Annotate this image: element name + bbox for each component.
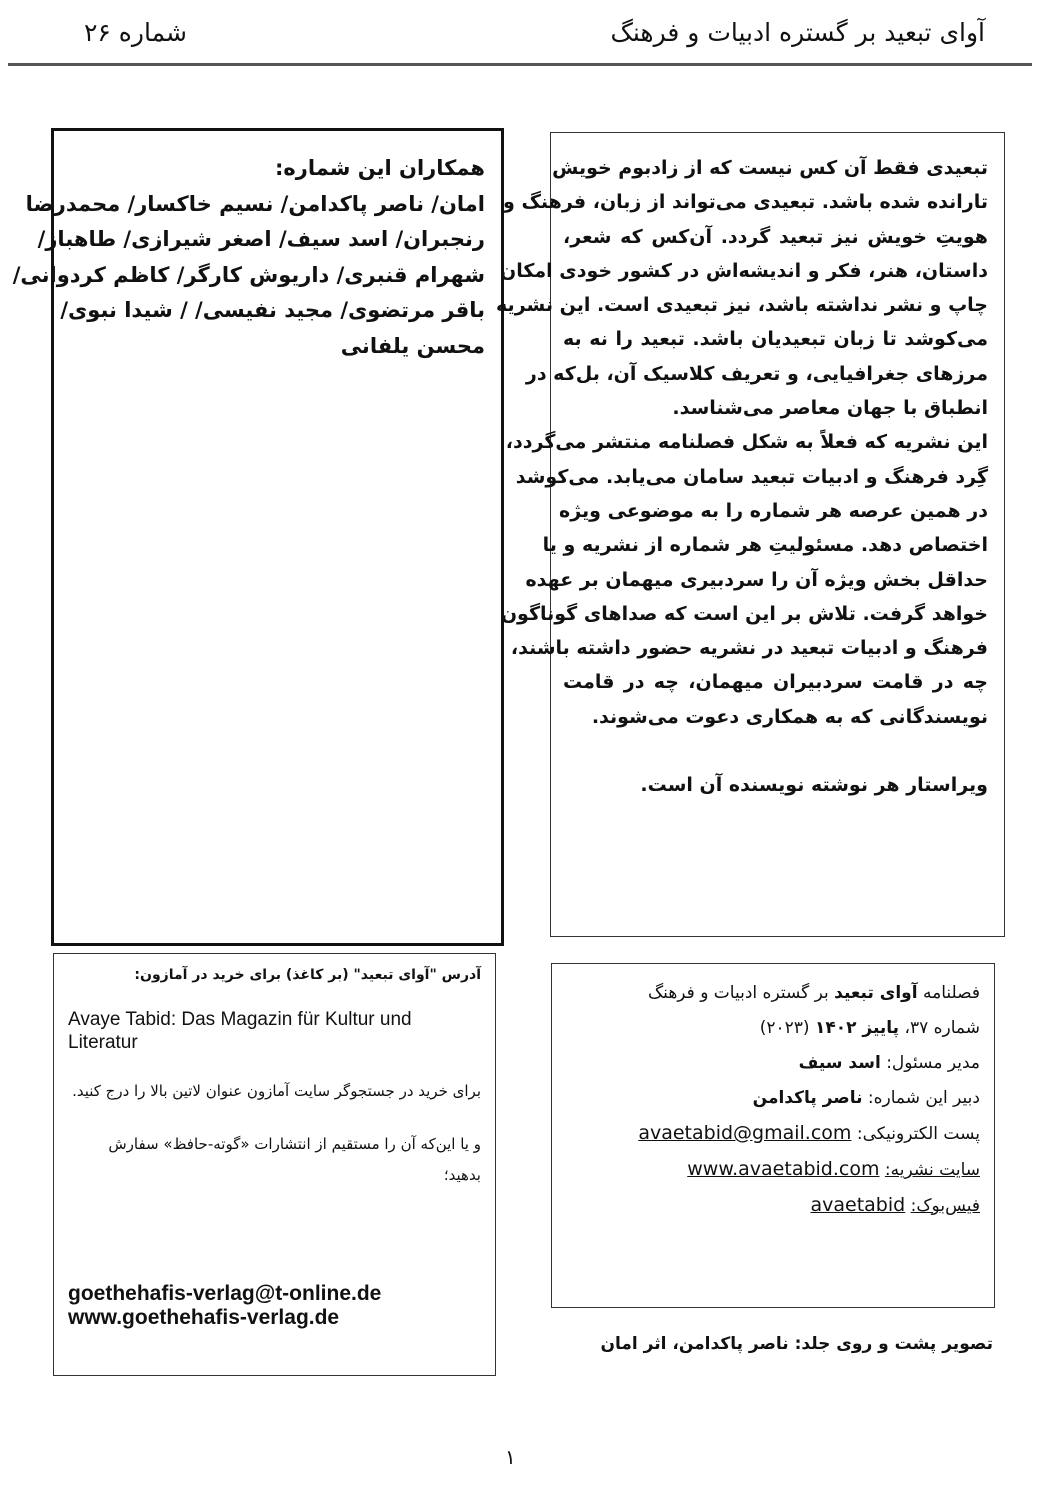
manager-label: مدیر مسئول: <box>886 1053 980 1073</box>
text-line: باقر مرتضوی/ مجید نفیسی/ / شیدا نبوی/ <box>60 298 485 322</box>
text-line: در همین عرصه هر شماره را به موضوعی ویژه <box>559 499 988 522</box>
amazon-order-note: و یا این‌که آن را مستقیم از انتشارات «گوته-حافظ» سفارش بدهید؛ <box>108 1135 481 1184</box>
facebook-label: فیس‌بوک: <box>910 1196 980 1216</box>
text-line: هویتِ خویش نیز تبعید گردد. آن‌کس که شعر، <box>563 225 988 248</box>
text-line: چاپ و نشر نداشته باشد، نیز تبعیدی است. این نشریه <box>496 294 988 317</box>
amazon-heading: آدرس "آوای تبعید" (بر کاغذ) برای خرید در آمازون: <box>134 967 481 983</box>
quarterly-suffix: بر گستره ادبیات و فرهنگ <box>647 983 829 1003</box>
editor-name: ناصر پاکدامن <box>752 1088 863 1108</box>
editor-label: دبیر این شماره: <box>867 1088 980 1108</box>
text-line: تبعیدی فقط آن کس نیست که از زادبوم خویش <box>552 157 988 179</box>
text-line: خواهد گرفت. تلاش بر این است که صداهای گوناگون <box>500 602 988 625</box>
text-line: حداقل بخش ویژه آن را سردبیری میهمان بر عهده <box>525 568 988 591</box>
text-line: نویسندگانی که به همکاری دعوت می‌شوند. <box>591 705 988 728</box>
text-line: تارانده شده باشد. تبعیدی می‌تواند از زبان، فرهنگ و <box>503 191 988 214</box>
manager-name: اسد سیف <box>798 1053 881 1073</box>
amazon-english-title: Avaye Tabid: Das Magazin für Kultur und Literatur <box>68 1009 412 1053</box>
running-header-issue: شماره ۲۶ <box>84 18 187 47</box>
page-number: ۱ <box>505 1445 516 1469</box>
email-link[interactable]: avaetabid@gmail.com <box>638 1122 852 1144</box>
text-line: این نشریه که فعلاً به شکل فصلنامه منتشر می‌گردد، <box>505 431 988 454</box>
text-line: داستان، هنر، فکر و اندیشه‌اش در کشور خودی امکان <box>500 259 988 282</box>
cover-caption: تصویر پشت و روی جلد: ناصر پاکدامن، اثر امان <box>600 1334 993 1354</box>
text-line: چه در قامت سردبیران میهمان، چه در قامت <box>563 671 988 694</box>
email-label: پست الکترونیکی: <box>856 1124 980 1144</box>
text-line: ویراستار هر نوشته نویسنده آن است. <box>640 774 988 797</box>
header-divider <box>8 63 1032 66</box>
intro-box <box>496 132 1005 937</box>
text-line: مرزهای جغرافیایی، و تعریف کلاسیک آن، بل‌که در <box>525 362 988 385</box>
site-link[interactable]: www.avaetabid.com <box>687 1158 880 1180</box>
text-line: شهرام قنبری/ داریوش کارگر/ کاظم کردوانی/ <box>12 262 485 287</box>
publisher-website[interactable]: www.goethehafis-verlag.de <box>68 1306 340 1329</box>
publisher-email[interactable]: goethehafis-verlag@t-online.de <box>68 1282 382 1305</box>
contributors-box <box>12 128 504 946</box>
issue-season: پاییز ۱۴۰۲ <box>814 1018 900 1038</box>
issue-year: (۲۰۲۳) <box>759 1018 810 1038</box>
text-line: رنجبران/ اسد سیف/ اصغر شیرازی/ طاهباز/ <box>37 227 485 251</box>
running-header-title: آوای تبعید بر گستره ادبیات و فرهنگ <box>610 18 985 47</box>
text-line: محسن یلفانی <box>340 333 485 358</box>
facebook-link[interactable]: avaetabid <box>810 1194 906 1216</box>
text-line: انطباق با جهان معاصر می‌شناسد. <box>672 397 988 420</box>
text-line: فرهنگ و ادبیات تبعید در نشریه حضور داشته باشند، <box>510 637 988 660</box>
amazon-box <box>53 953 496 1376</box>
site-label: سایت نشریه: <box>884 1160 980 1180</box>
issue-number: شماره ۳۷، <box>904 1018 980 1038</box>
amazon-search-note: برای خرید در جستجوگر سایت آمازون عنوان لاتین بالا را درج کنید. <box>72 1082 481 1100</box>
text-line: همکاران این شماره: <box>274 156 485 180</box>
quarterly-prefix: فصلنامه <box>922 983 980 1003</box>
text-line: امان/ ناصر پاکدامن/ نسیم خاکسار/ محمدرضا <box>25 191 485 216</box>
text-line: گِرد فرهنگ و ادبیات تبعید سامان می‌یابد. می‌کوشد <box>515 465 988 488</box>
text-line: می‌کوشد تا زبان تبعیدیان باشد. تبعید را نه به <box>563 328 988 351</box>
magazine-name: آوای تبعید <box>834 983 918 1003</box>
text-line: اختصاص دهد. مسئولیتِ هر شماره از نشریه و یا <box>542 534 988 557</box>
masthead-box <box>551 963 995 1308</box>
blank-line <box>563 734 988 768</box>
